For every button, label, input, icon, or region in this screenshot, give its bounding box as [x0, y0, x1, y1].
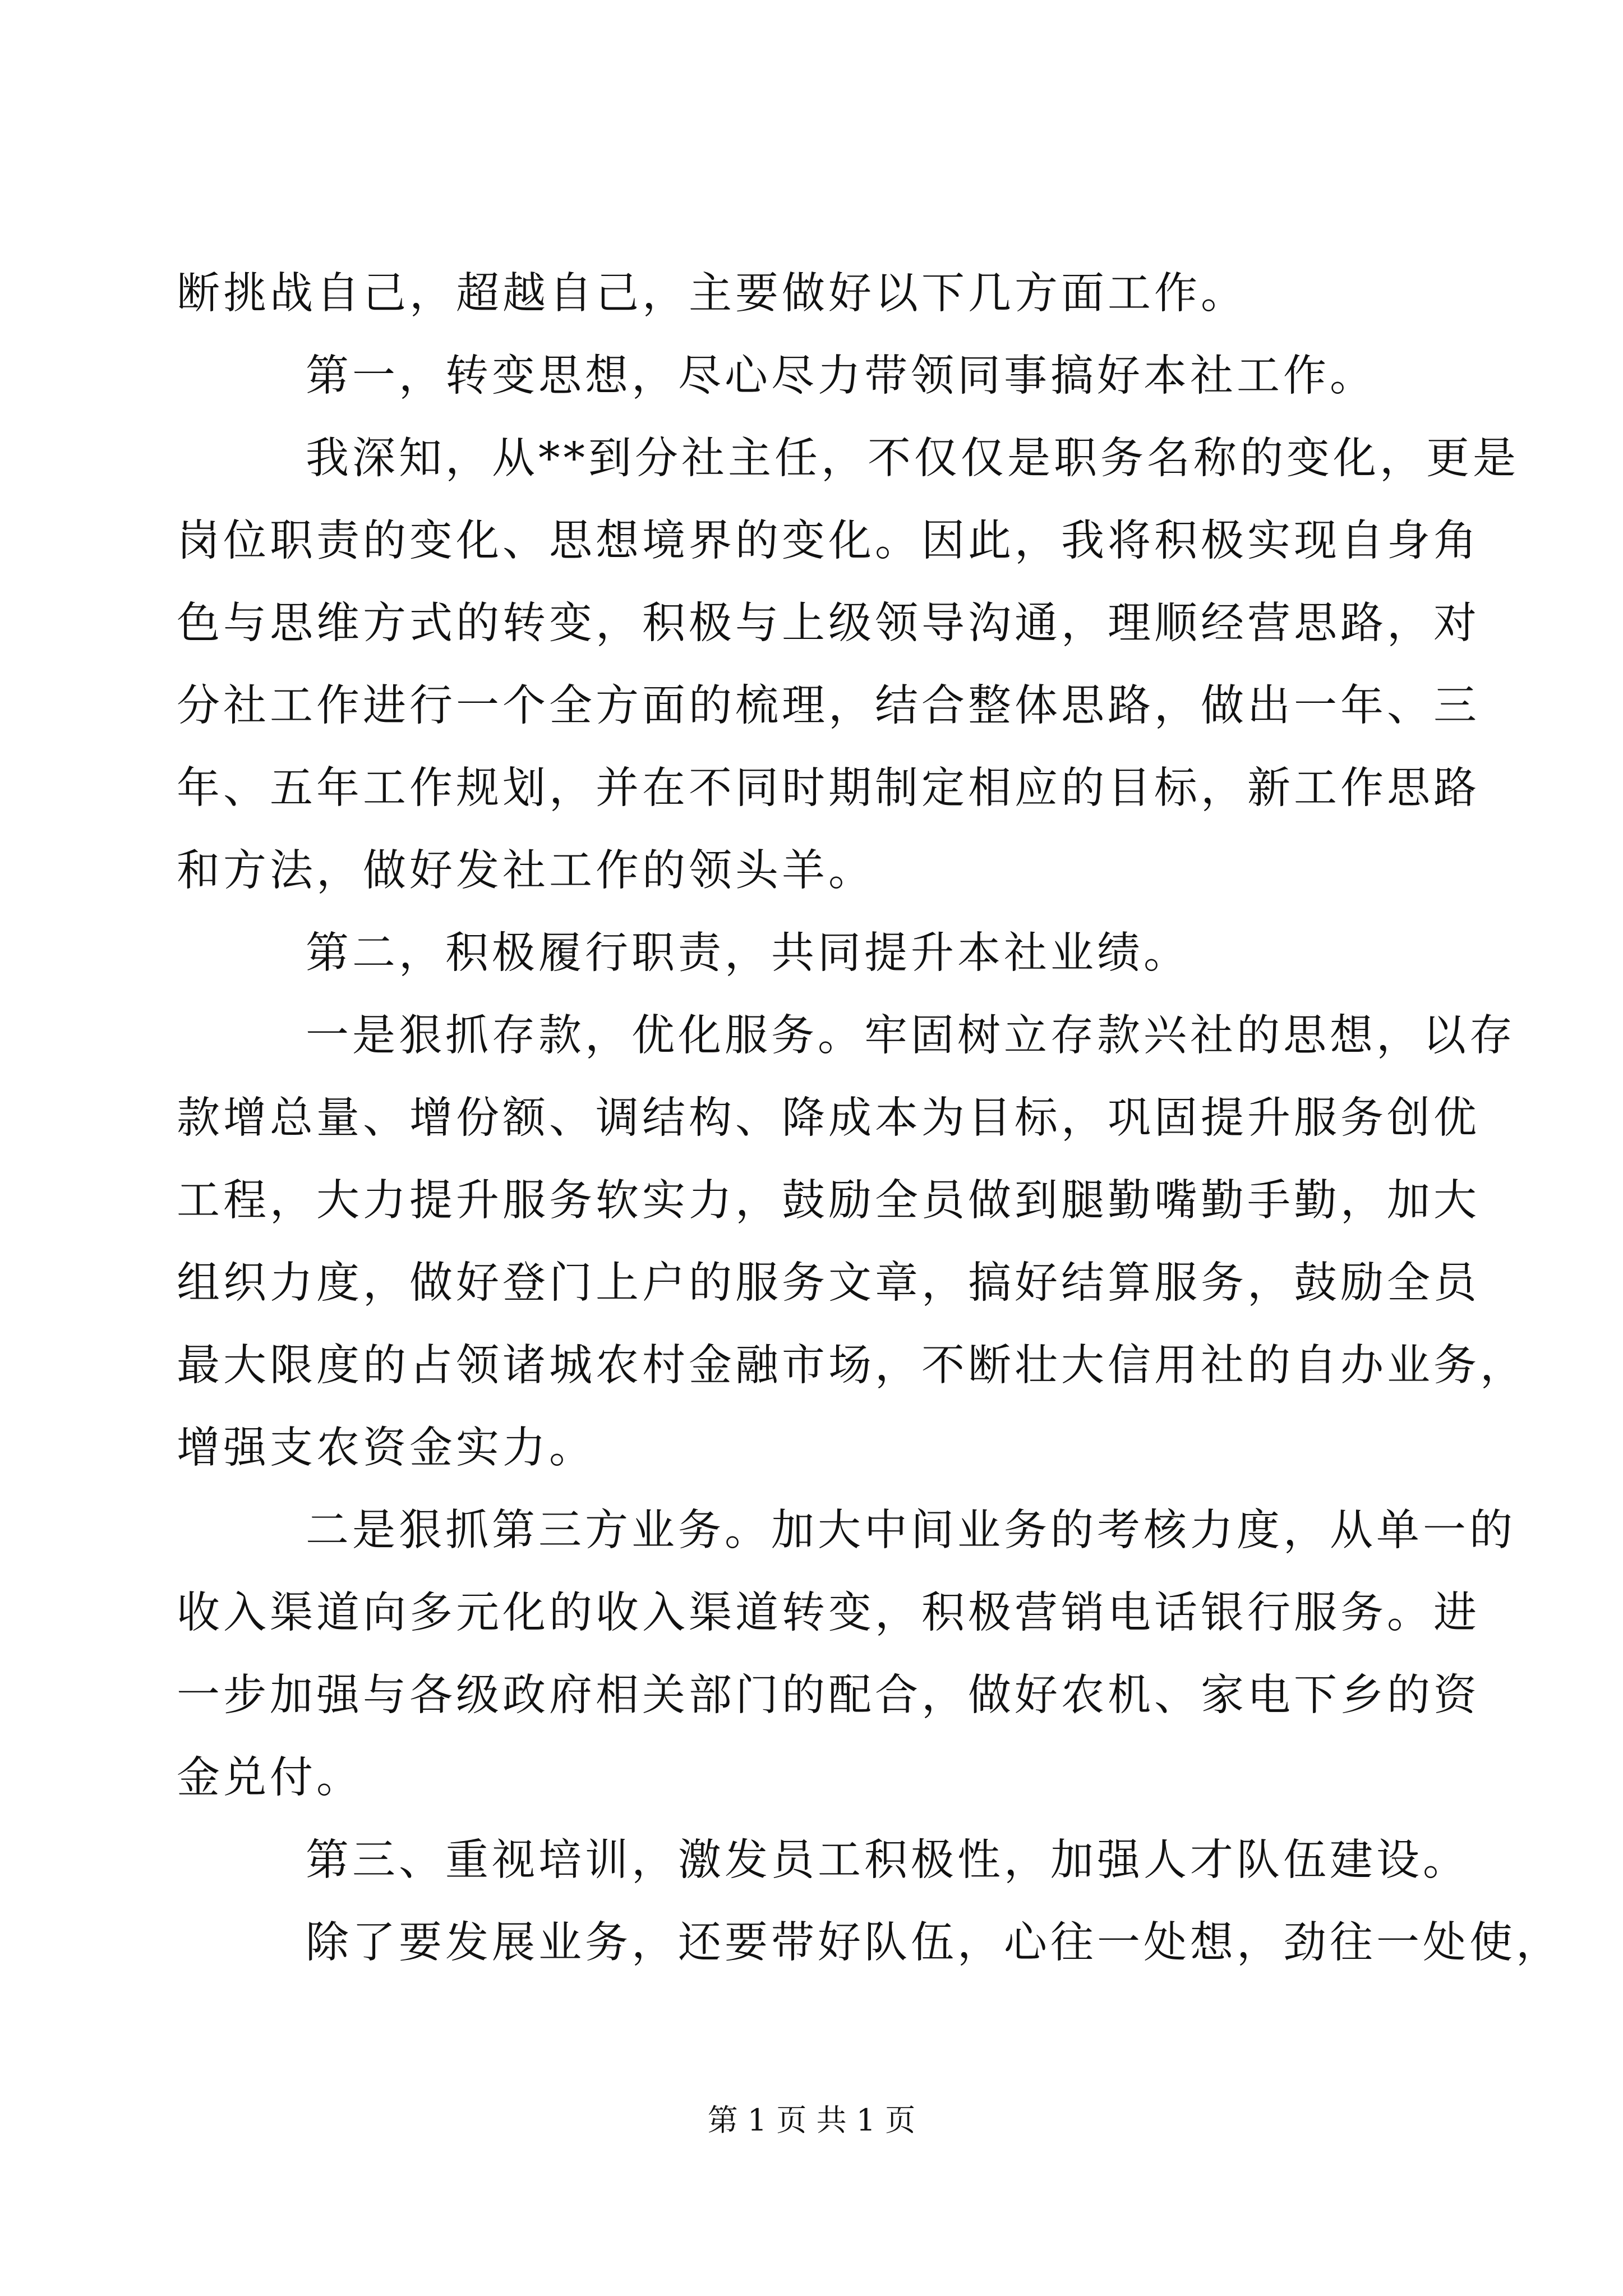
text-line: 增强支农资金实力。: [177, 1423, 596, 1473]
section-heading: 第二，积极履行职责，共同提升本社业绩。: [306, 928, 1190, 978]
text-line: 分社工作进行一个全方面的梳理，结合整体思路，做出一年、三: [177, 681, 1480, 731]
text-line: 最大限度的占领诸城农村金融市场，不断壮大信用社的自办业务，: [177, 1341, 1527, 1391]
text-line: 工程，大力提升服务软实力，鼓励全员做到腿勤嘴勤手勤，加大: [177, 1176, 1480, 1226]
text-line: 一是狠抓存款，优化服务。牢固树立存款兴社的思想，以存: [306, 1011, 1516, 1061]
text-line: 断挑战自己，超越自己，主要做好以下几方面工作。: [177, 269, 1247, 319]
text-line: 我深知，从**到分社主任，不仅仅是职务名称的变化，更是: [306, 434, 1519, 484]
section-heading: 第一，转变思想，尽心尽力带领同事搞好本社工作。: [306, 351, 1376, 401]
section-heading: 第三、重视培训，激发员工积极性，加强人才队伍建设。: [306, 1835, 1469, 1885]
text-line: 金兑付。: [177, 1753, 363, 1803]
text-line: 色与思维方式的转变，积极与上级领导沟通，理顺经营思路，对: [177, 599, 1480, 648]
text-line: 款增总量、增份额、调结构、降成本为目标，巩固提升服务创优: [177, 1093, 1480, 1143]
text-line: 岗位职责的变化、思想境界的变化。因此，我将积极实现自身角: [177, 516, 1480, 566]
text-line: 年、五年工作规划，并在不同时期制定相应的目标，新工作思路: [177, 763, 1480, 813]
text-line: 二是狠抓第三方业务。加大中间业务的考核力度，从单一的: [306, 1506, 1516, 1556]
text-line: 除了要发展业务，还要带好队伍，心往一处想，劲往一处使，: [306, 1918, 1562, 1968]
page-footer: 第 1 页 共 1 页: [707, 2102, 916, 2138]
text-line: 和方法，做好发社工作的领头羊。: [177, 846, 875, 896]
text-line: 一步加强与各级政府相关部门的配合，做好农机、家电下乡的资: [177, 1671, 1480, 1720]
text-line: 收入渠道向多元化的收入渠道转变，积极营销电话银行服务。进: [177, 1588, 1480, 1638]
document-body: [177, 252, 1562, 1984]
text-line: 组织力度，做好登门上户的服务文章，搞好结算服务，鼓励全员: [177, 1258, 1480, 1308]
